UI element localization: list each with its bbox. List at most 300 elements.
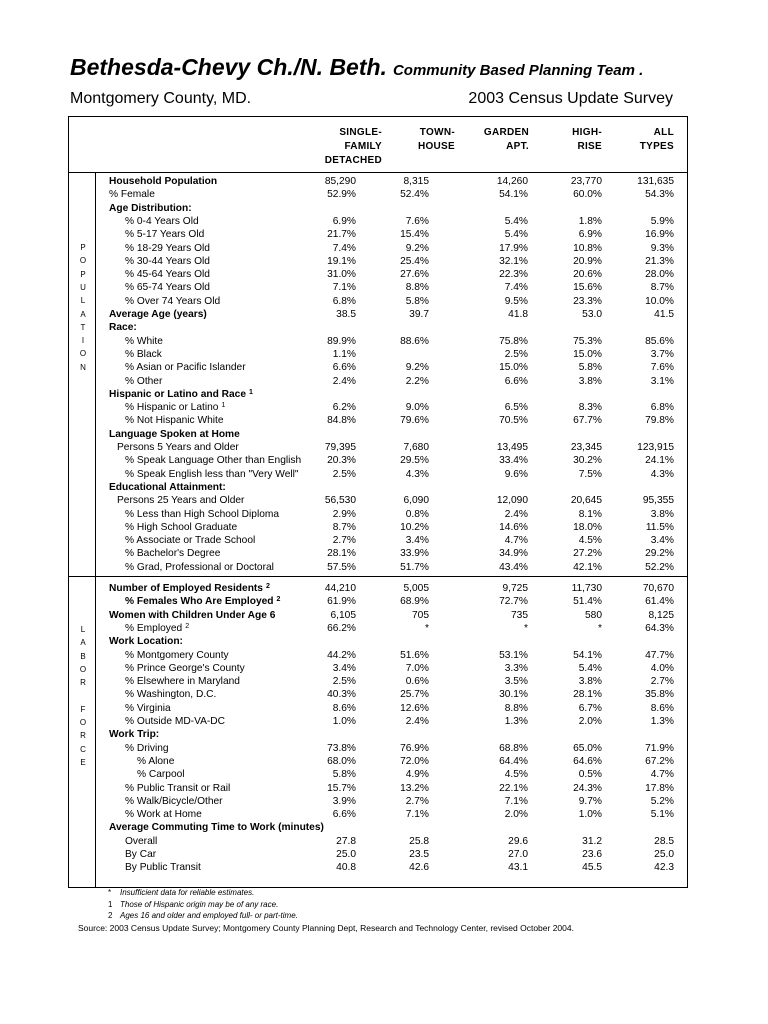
cell-value: 15.7% — [327, 782, 356, 794]
table-row — [0, 635, 768, 648]
table-row — [0, 547, 768, 560]
cell-value: 42.6 — [409, 862, 429, 874]
cell-value: 51.4% — [573, 596, 602, 608]
cell-value: 21.3% — [645, 255, 674, 267]
row-label-text: % 45-64 Years Old — [125, 269, 210, 281]
cell-value: 14.6% — [499, 521, 528, 533]
row-label-text: Race: — [109, 322, 137, 334]
cell-value: 3.4% — [332, 662, 356, 674]
row-label-text: % Driving — [125, 742, 169, 754]
row-label-text: % Virginia — [125, 702, 171, 714]
row-label — [109, 175, 217, 188]
cell-value: 71.9% — [645, 742, 674, 754]
cell-value: 6.6% — [332, 809, 356, 821]
row-label-text: By Car — [125, 849, 157, 860]
footnote-text: Ages 16 and older and employed full- or part-time. — [120, 911, 298, 920]
footnote-mark: 1 — [108, 899, 113, 909]
row-label — [125, 468, 299, 481]
row-label — [125, 348, 162, 361]
table-row — [0, 348, 768, 361]
cell-value: 9,725 — [502, 583, 528, 594]
cell-value: 72.7% — [499, 596, 528, 608]
cell-value: 5,005 — [403, 583, 429, 594]
row-label-text: % High School Graduate — [125, 521, 238, 533]
row-label — [125, 622, 189, 635]
cell-value: 31.2 — [582, 835, 602, 847]
cell-value: 8.7% — [332, 521, 356, 533]
cell-value: 2.5% — [504, 348, 528, 360]
row-label-text: Average Age (years) — [109, 309, 207, 320]
cell-value: 8.8% — [504, 702, 528, 714]
row-label — [125, 534, 255, 547]
footnote-marker: 2 — [276, 596, 281, 604]
sidebar-letter: O — [79, 349, 87, 359]
cell-value: 68.9% — [400, 596, 429, 608]
row-label — [117, 494, 244, 507]
cell-value: 89.9% — [327, 335, 356, 347]
row-label-text: % Not Hispanic White — [125, 415, 224, 427]
section-divider — [68, 576, 688, 577]
cell-value: 4.3% — [650, 468, 674, 480]
table-row — [0, 561, 768, 574]
row-label-text: % 65-74 Years Old — [125, 282, 210, 294]
footnote — [108, 911, 298, 920]
col-header-single-family: SINGLE- FAMILY DETACHED — [324, 127, 382, 166]
table-row — [0, 295, 768, 308]
row-label — [125, 508, 279, 521]
table-row — [0, 688, 768, 701]
cell-value: 41.5 — [654, 309, 674, 320]
table-row — [0, 662, 768, 675]
sidebar-letter: O — [79, 664, 87, 674]
table-row — [0, 255, 768, 268]
row-label — [125, 561, 274, 574]
cell-value: 72.0% — [400, 755, 429, 767]
footnote-marker: 1 — [249, 388, 253, 396]
cell-value: 19.1% — [327, 255, 356, 267]
cell-value: 68.0% — [327, 755, 356, 767]
table-row — [0, 202, 768, 215]
cell-value: 5.1% — [650, 809, 674, 821]
cell-value: 53.1% — [499, 649, 528, 661]
row-label — [125, 848, 156, 861]
title-sub: Community Based Planning Team . — [392, 62, 644, 79]
row-label-text: % Black — [125, 348, 162, 360]
cell-value: 2.0% — [504, 809, 528, 821]
row-label — [125, 228, 204, 241]
row-label-text: Age Distribution: — [109, 202, 192, 214]
row-label — [125, 861, 201, 874]
sidebar-letter: O — [79, 256, 87, 266]
cell-value: 6.5% — [504, 402, 528, 414]
sidebar-letter: E — [80, 758, 86, 767]
cell-value: 2.7% — [332, 535, 356, 547]
table-row — [0, 534, 768, 547]
table-row — [0, 441, 768, 454]
row-label — [109, 321, 137, 334]
row-label — [109, 582, 270, 595]
row-label-text: % Bachelor's Degree — [125, 548, 221, 560]
row-label-text: Work Trip: — [109, 729, 160, 741]
footnote-mark: * — [108, 888, 112, 897]
row-label — [125, 335, 163, 348]
cell-value: 54.3% — [645, 189, 674, 201]
cell-value: 23,345 — [570, 442, 602, 453]
cell-value: 52.2% — [645, 561, 674, 573]
table-row — [0, 728, 768, 741]
cell-value: 4.3% — [405, 468, 429, 480]
cell-value: 66.2% — [327, 622, 356, 634]
row-label — [125, 215, 199, 228]
footnote — [108, 888, 254, 897]
cell-value: 41.8 — [508, 309, 528, 320]
cell-value: 38.5 — [336, 309, 356, 320]
row-label-text: Educational Attainment: — [109, 481, 226, 493]
table-row — [0, 428, 768, 441]
row-label — [109, 821, 324, 834]
cell-value: 28.0% — [645, 269, 674, 281]
cell-value: 13.2% — [400, 782, 429, 794]
cell-value: 30.2% — [573, 455, 602, 467]
row-label — [109, 428, 240, 441]
cell-value: 9.7% — [578, 795, 602, 807]
row-label-text: % 18-29 Years Old — [125, 242, 210, 254]
cell-value: 28.5 — [654, 835, 674, 847]
cell-value: 20,645 — [570, 495, 602, 507]
cell-value: 1.8% — [578, 215, 602, 227]
cell-value: 5.4% — [504, 215, 528, 227]
cell-value: 7.5% — [578, 468, 602, 480]
table-row — [0, 281, 768, 294]
row-label — [109, 635, 183, 648]
row-label — [125, 782, 230, 795]
sidebar-letter: P — [80, 269, 86, 279]
row-label-text: Work Location: — [109, 636, 183, 648]
cell-value: 70,670 — [642, 583, 674, 594]
cell-value: 23.5 — [409, 849, 429, 860]
row-label-text: Persons 5 Years and Older — [117, 442, 239, 453]
cell-value: 14,260 — [496, 176, 528, 187]
row-label-text: % Speak Language Other than English — [125, 455, 302, 467]
cell-value: * — [425, 622, 429, 634]
cell-value: 3.7% — [650, 348, 674, 360]
cell-value: 3.1% — [650, 375, 674, 387]
col-header-high-rise: HIGH- RISE — [572, 127, 602, 152]
cell-value: 8,315 — [403, 176, 429, 187]
cell-value: 17.8% — [645, 782, 674, 794]
cell-value: 705 — [412, 609, 429, 621]
cell-value: 27.8 — [336, 835, 356, 847]
footnote-marker: 2 — [265, 583, 270, 590]
row-label — [125, 255, 210, 268]
cell-value: 5.2% — [650, 795, 674, 807]
cell-value: 28.1% — [573, 689, 602, 701]
row-label-text: % 5-17 Years Old — [125, 229, 205, 241]
cell-value: 735 — [511, 609, 528, 621]
row-label — [109, 188, 155, 201]
sidebar-letter: L — [80, 296, 86, 306]
source-note: Source: 2003 Census Update Survey; Montgomery County Planning Dept, Research and Technology Center, revised October 2004. — [78, 923, 574, 933]
row-label — [109, 728, 159, 741]
table-row — [0, 388, 768, 401]
cell-value: 53.0 — [582, 309, 602, 320]
cell-value: 10.8% — [573, 242, 602, 254]
table-row — [0, 808, 768, 821]
cell-value: 25.4% — [400, 255, 429, 267]
footnote-mark: 2 — [108, 911, 113, 920]
cell-value: 5.4% — [504, 229, 528, 241]
cell-value: 79.8% — [645, 415, 674, 427]
row-label — [109, 481, 226, 494]
cell-value: 22.3% — [499, 269, 528, 281]
cell-value: 2.0% — [578, 716, 602, 727]
cell-value: 56,530 — [324, 495, 356, 507]
cell-value: 84.8% — [327, 415, 356, 427]
cell-value: 32.1% — [499, 255, 528, 267]
row-label — [109, 609, 275, 622]
cell-value: 64.3% — [645, 622, 674, 634]
cell-value: 2.7% — [650, 676, 674, 688]
table-row — [0, 508, 768, 521]
cell-value: 6.9% — [578, 229, 602, 241]
cell-value: 15.6% — [573, 282, 602, 294]
table-row — [0, 361, 768, 374]
row-label-text: % Asian or Pacific Islander — [125, 362, 246, 374]
cell-value: 42.3 — [654, 862, 674, 874]
row-label — [125, 742, 169, 755]
cell-value: 7.1% — [332, 282, 356, 294]
cell-value: 15.0% — [573, 348, 602, 360]
table-row — [0, 321, 768, 334]
table-row — [0, 401, 768, 414]
footnote — [108, 900, 278, 909]
cell-value: 3.5% — [504, 676, 528, 688]
footnote-marker: 2 — [185, 622, 190, 630]
row-label — [125, 375, 162, 388]
cell-value: 9.0% — [405, 402, 429, 414]
row-label-text: % 0-4 Years Old — [125, 215, 199, 227]
row-label-text: % Alone — [137, 755, 175, 767]
cell-value: 43.4% — [499, 561, 528, 573]
table-row — [0, 494, 768, 507]
cell-value: 3.3% — [504, 662, 528, 674]
cell-value: 73.8% — [327, 742, 356, 754]
table-row — [0, 768, 768, 781]
cell-value: 40.3% — [327, 689, 356, 701]
row-label-text: % 30-44 Years Old — [125, 255, 210, 267]
table-row — [0, 242, 768, 255]
row-label — [125, 242, 210, 255]
cell-value: 3.4% — [650, 535, 674, 547]
cell-value: 79.6% — [400, 415, 429, 427]
row-label — [125, 281, 210, 294]
row-label — [125, 361, 246, 374]
cell-value: 68.8% — [499, 742, 528, 754]
cell-value: 52.9% — [327, 189, 356, 201]
cell-value: 47.7% — [645, 649, 674, 661]
cell-value: 23,770 — [570, 176, 602, 187]
cell-value: 25.7% — [400, 689, 429, 701]
cell-value: 15.0% — [499, 362, 528, 374]
cell-value: 76.9% — [400, 742, 429, 754]
cell-value: 18.0% — [573, 521, 602, 533]
cell-value: 2.5% — [332, 468, 356, 480]
row-label-text: By Public Transit — [125, 862, 201, 874]
row-label-text: % White — [125, 335, 163, 347]
cell-value: 20.9% — [573, 255, 602, 267]
header-divider — [68, 172, 688, 173]
table-row — [0, 821, 768, 834]
cell-value: 9.5% — [504, 295, 528, 307]
cell-value: 4.7% — [504, 535, 528, 547]
sidebar-letter: U — [80, 282, 86, 292]
cell-value: 17.9% — [499, 242, 528, 254]
cell-value: 6.7% — [578, 702, 602, 714]
sidebar-letter: A — [80, 309, 86, 319]
table-row — [0, 595, 768, 608]
cell-value: 42.1% — [573, 561, 602, 573]
cell-value: 8.3% — [578, 402, 602, 414]
sidebar-letter: N — [80, 362, 86, 372]
row-label — [125, 268, 210, 281]
row-label-text: % Associate or Trade School — [125, 535, 256, 547]
cell-value: 54.1% — [499, 189, 528, 201]
row-label — [125, 649, 229, 662]
cell-value: 7.0% — [405, 662, 429, 674]
table-row — [0, 188, 768, 201]
cell-value: 67.2% — [645, 755, 674, 767]
cell-value: 3.8% — [578, 375, 602, 387]
cell-value: 10.2% — [400, 521, 429, 533]
row-label — [125, 662, 245, 675]
row-label-text: % Walk/Bicycle/Other — [125, 795, 223, 807]
row-label-text: % Females Who Are Employed — [125, 596, 274, 608]
cell-value: 64.4% — [499, 755, 528, 767]
cell-value: 20.6% — [573, 269, 602, 281]
sidebar-letter: T — [80, 322, 86, 332]
cell-value: 7.1% — [405, 809, 429, 821]
footnote-marker: 1 — [221, 402, 226, 410]
cell-value: 4.0% — [650, 662, 674, 674]
sidebar-letter: B — [80, 651, 86, 661]
table-row — [0, 308, 768, 321]
row-label — [125, 595, 280, 608]
table-row — [0, 175, 768, 188]
row-label — [109, 388, 253, 401]
row-label — [137, 768, 185, 781]
cell-value: 6.8% — [332, 295, 356, 307]
cell-value: 7,680 — [403, 442, 429, 453]
cell-value: 85.6% — [645, 335, 674, 347]
sidebar-letter: A — [80, 638, 86, 648]
row-label-text: % Public Transit or Rail — [125, 782, 231, 794]
cell-value: 85,290 — [324, 176, 356, 187]
cell-value: 27.2% — [573, 548, 602, 560]
table-row — [0, 795, 768, 808]
cell-value: 11.5% — [645, 521, 674, 533]
col-header-townhouse: TOWN- HOUSE — [417, 127, 455, 152]
cell-value: 60.0% — [573, 189, 602, 201]
cell-value: 25.8 — [409, 835, 429, 847]
cell-value: 29.6 — [508, 835, 528, 847]
row-label — [125, 675, 240, 688]
cell-value: 2.9% — [332, 508, 356, 520]
row-label — [125, 547, 220, 560]
table-row — [0, 715, 768, 728]
cell-value: 54.1% — [573, 649, 602, 661]
row-label — [125, 414, 224, 427]
cell-value: 4.7% — [650, 769, 674, 781]
sidebar-letter: R — [80, 731, 86, 741]
row-label — [125, 835, 157, 848]
cell-value: 5.8% — [405, 295, 429, 307]
cell-value: 2.4% — [504, 508, 528, 520]
row-label-text: % Prince George's County — [125, 662, 245, 674]
cell-value: 2.7% — [405, 795, 429, 807]
cell-value: 9.6% — [504, 468, 528, 480]
row-label-text: % Less than High School Diploma — [125, 508, 280, 520]
cell-value: 12,090 — [496, 495, 528, 507]
table-row — [0, 742, 768, 755]
cell-value: 13,495 — [496, 442, 528, 453]
cell-value: 29.2% — [645, 548, 674, 560]
cell-value: 8,125 — [648, 609, 674, 621]
row-label — [125, 521, 237, 534]
table-row — [0, 521, 768, 534]
table-row — [0, 861, 768, 874]
cell-value: 25.0 — [654, 849, 674, 860]
cell-value: 24.3% — [573, 782, 602, 794]
cell-value: 6,105 — [330, 609, 356, 621]
cell-value: 34.9% — [499, 548, 528, 560]
cell-value: 4.5% — [504, 769, 528, 781]
row-label — [117, 441, 239, 454]
row-label — [125, 795, 223, 808]
cell-value: 9.3% — [650, 242, 674, 254]
cell-value: 1.0% — [332, 716, 356, 727]
row-label-text: % Carpool — [137, 769, 185, 781]
table-row — [0, 702, 768, 715]
row-label-text: % Over 74 Years Old — [125, 295, 221, 307]
cell-value: 5.8% — [332, 769, 356, 781]
cell-value: 28.1% — [327, 548, 356, 560]
row-label-text: % Elsewhere in Maryland — [125, 676, 240, 688]
row-label-text: % Montgomery County — [125, 649, 229, 661]
row-label — [125, 688, 216, 701]
table-row — [0, 782, 768, 795]
cell-value: 39.7 — [409, 309, 429, 320]
cell-value: 23.6 — [582, 849, 602, 860]
row-label — [109, 308, 207, 321]
cell-value: 51.7% — [400, 561, 429, 573]
cell-value: 6,090 — [403, 495, 429, 507]
cell-value: 1.3% — [504, 716, 528, 727]
cell-value: 27.0 — [508, 849, 528, 860]
cell-value: * — [524, 622, 528, 634]
row-label-text: % Hispanic or Latino — [125, 402, 219, 414]
cell-value: 44,210 — [324, 583, 356, 594]
cell-value: 7.4% — [504, 282, 528, 294]
row-label-text: Language Spoken at Home — [109, 428, 240, 440]
row-label-text: Number of Employed Residents — [109, 583, 263, 594]
cell-value: 44.2% — [327, 649, 356, 661]
cell-value: 7.4% — [332, 242, 356, 254]
table-row — [0, 848, 768, 861]
row-label-text: % Employed — [125, 622, 183, 634]
cell-value: 33.9% — [400, 548, 429, 560]
cell-value: 70.5% — [499, 415, 528, 427]
cell-value: 29.5% — [400, 455, 429, 467]
